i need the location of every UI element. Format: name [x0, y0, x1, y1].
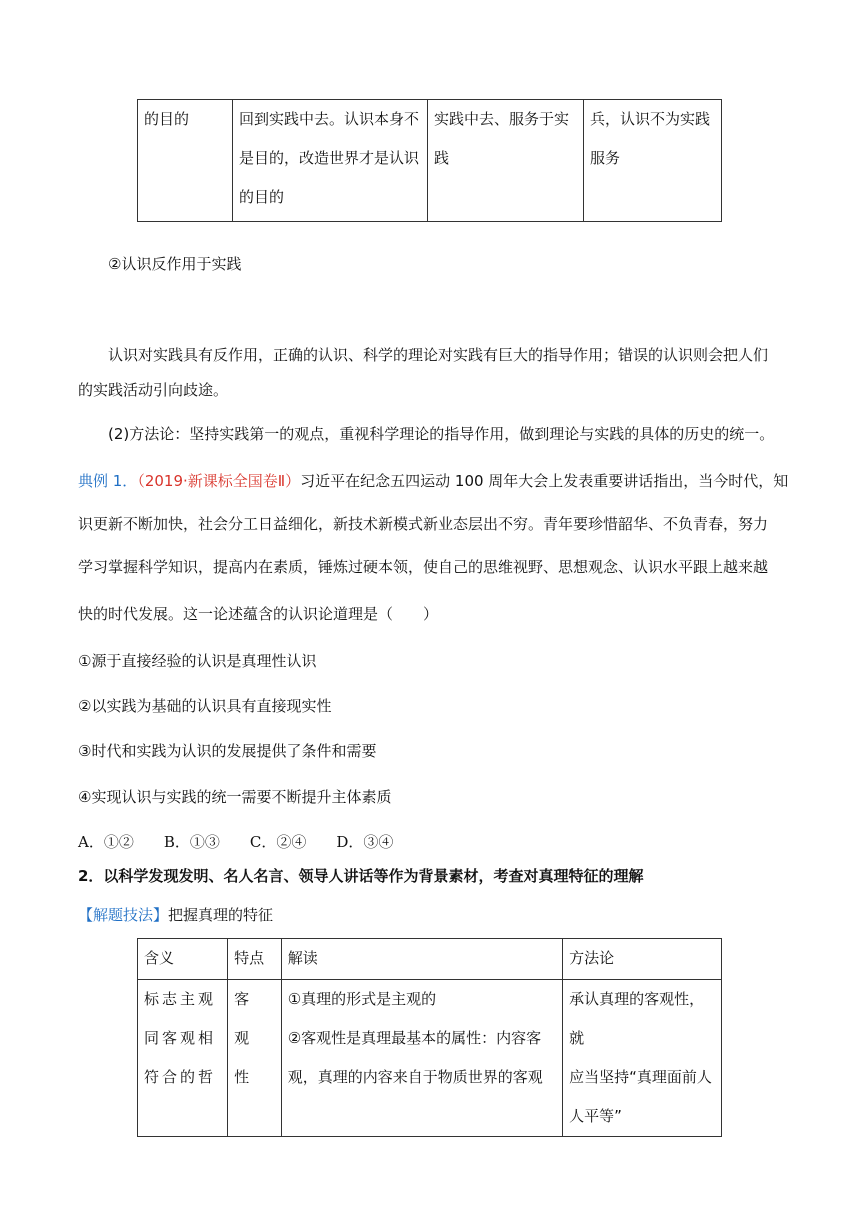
top-table-col4: 兵，认识不为实践 服务: [584, 100, 722, 222]
option-3: ③时代和实践为认识的发展提供了条件和需要: [78, 742, 377, 760]
section-2-heading: 2．以科学发现发明、名人名言、领导人讲话等作为背景素材，考查对真理特征的理解: [78, 867, 644, 885]
tip-line: [78, 905, 273, 925]
top-table: [137, 99, 722, 222]
tip-text: 把握真理的特征: [168, 906, 274, 924]
example-label: 典例 1．: [78, 472, 138, 490]
example-line2: 识更新不断加快，社会分工日益细化，新技术新模式新业态层出不穷。青年要珍惜韶华、不负青春，努力: [78, 515, 769, 533]
option-1: ①源于直接经验的认识是真理性认识: [78, 652, 317, 670]
top-table-col1: 的目的: [138, 100, 233, 222]
option-4: ④实现认识与实践的统一需要不断提升主体素质: [78, 788, 392, 806]
truth-table: [137, 938, 722, 1137]
example-source: （2019·新课标全国卷Ⅱ）: [137, 472, 301, 490]
cell-meaning: 标志主观 同客观相 符合的哲: [138, 980, 228, 1137]
header-interpretation: 解读: [281, 939, 562, 980]
top-table-col2: 回到实践中去。认识本身不 是目的，改造世界才是认识 的目的: [233, 100, 428, 222]
header-feature: 特点: [228, 939, 282, 980]
para1-line1: 认识对实践具有反作用，正确的认识、科学的理论对实践有巨大的指导作用；错误的认识则会把人们: [108, 346, 769, 364]
header-meaning: 含义: [138, 939, 228, 980]
tip-label: 【解题技法】: [78, 906, 169, 924]
para1-line2: 的实践活动引向歧途。: [78, 381, 229, 399]
heading-reaction: ②认识反作用于实践: [108, 255, 242, 273]
option-2: ②以实践为基础的认识具有直接现实性: [78, 697, 332, 715]
cell-interpretation: ①真理的形式是主观的 ②客观性是真理最基本的属性：内容客 观，真理的内容来自于物质世界的客观: [281, 980, 562, 1137]
example-line4: 快的时代发展。这一论述蕴含的认识论道理是（ ）: [78, 605, 439, 623]
example-line3: 学习掌握科学知识，提高内在素质，锤炼过硬本领，使自己的思维视野、思想观念、认识水平跟上越来越: [78, 558, 769, 576]
table-row: [138, 980, 722, 1137]
table-row: [138, 100, 722, 222]
header-methodology: 方法论: [563, 939, 722, 980]
table-header-row: [138, 939, 722, 980]
cell-methodology: 承认真理的客观性，就 应当坚持“真理面前人 人平等”: [563, 980, 722, 1137]
cell-feature: 客 观 性: [228, 980, 282, 1137]
top-table-col3: 实践中去、服务于实 践: [428, 100, 584, 222]
methodology: (2)方法论：坚持实践第一的观点，重视科学理论的指导作用，做到理论与实践的具体的历史的统一。: [108, 425, 775, 443]
example-line1: 典例 1．（2019·新课标全国卷Ⅱ）习近平在纪念五四运动 100 周年大会上发表重要讲话指出，当今时代，知: [78, 472, 789, 490]
answer-options: A．①② B．①③ C．②④ D．③④: [78, 833, 394, 851]
